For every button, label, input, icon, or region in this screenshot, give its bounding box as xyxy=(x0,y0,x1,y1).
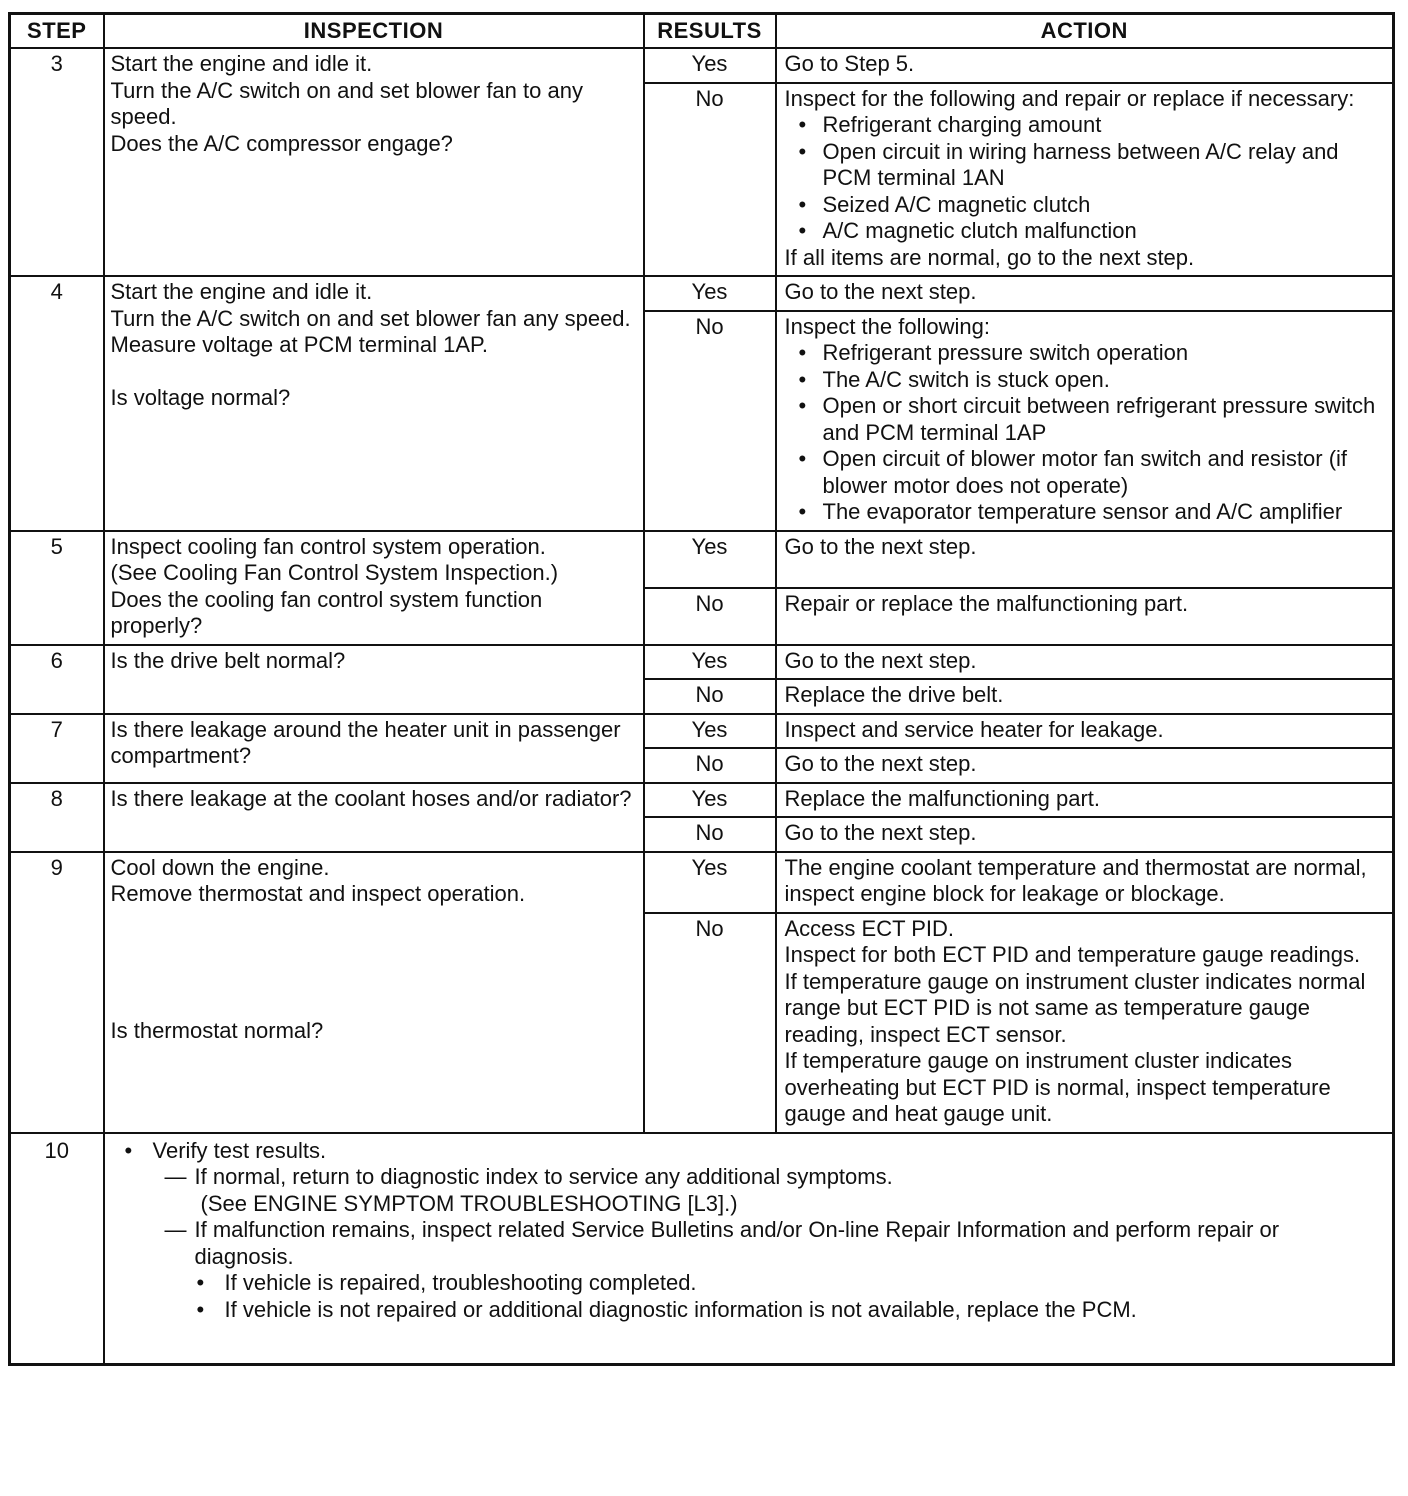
header-row xyxy=(10,14,1394,49)
step-number: 4 xyxy=(10,276,104,531)
result-yes: Yes xyxy=(644,276,776,311)
step-number: 3 xyxy=(10,48,104,276)
action-yes: Go to the next step. xyxy=(776,276,1394,311)
list-item: • Seized A/C magnetic clutch xyxy=(797,192,1385,219)
inspection-line: Measure voltage at PCM terminal 1AP. xyxy=(110,332,488,357)
header-results: RESULTS xyxy=(644,14,776,49)
action-intro: Inspect the following: xyxy=(784,313,990,339)
action-yes: Inspect and service heater for leakage. xyxy=(776,714,1394,749)
action-no: Go to the next step. xyxy=(776,748,1394,783)
list-item: • The evaporator temperature sensor and A/C amplifier xyxy=(797,499,1385,526)
troubleshooting-document xyxy=(8,12,1392,1366)
action-yes: Go to the next step. xyxy=(776,645,1394,680)
inspection-line: Is there leakage at the coolant hoses and/or radiator? xyxy=(110,785,632,811)
result-yes: Yes xyxy=(644,714,776,749)
final-dash-item xyxy=(117,1217,1383,1270)
table-row xyxy=(10,531,1394,588)
table-row xyxy=(10,1133,1394,1365)
table-row xyxy=(10,48,1394,83)
list-item: • The A/C switch is stuck open. xyxy=(797,367,1385,394)
list-item: • Open circuit in wiring harness between A/C relay and PCM terminal 1AN xyxy=(797,139,1385,192)
inspection-line: Is the drive belt normal? xyxy=(110,647,346,673)
action-intro: Inspect for the following and repair or replace if necessary: xyxy=(784,85,1355,111)
spacer xyxy=(111,359,637,385)
inspection-line: Start the engine and idle it. xyxy=(110,51,373,76)
action-no: Replace the drive belt. xyxy=(776,679,1394,714)
list-item: • Refrigerant charging amount xyxy=(797,112,1385,139)
action-bullet-list xyxy=(785,340,1385,526)
dash-mark: — xyxy=(164,1164,187,1189)
action-line: Access ECT PID. xyxy=(784,915,955,941)
action-outro: If all items are normal, go to the next step. xyxy=(784,244,1195,270)
result-yes: Yes xyxy=(644,48,776,83)
final-dash-text: If normal, return to diagnostic index to service any additional symptoms. xyxy=(194,1164,893,1189)
action-yes: Replace the malfunctioning part. xyxy=(776,783,1394,818)
inspection-line: Remove thermostat and inspect operation. xyxy=(110,881,526,906)
list-item: • Open circuit of blower motor fan switch and resistor (if blower motor does not operate) xyxy=(797,446,1385,499)
inspection-line: Does the cooling fan control system function properly? xyxy=(110,586,543,638)
final-bullet: • Verify test results. xyxy=(117,1138,1383,1165)
action-yes: The engine coolant temperature and thermostat are normal, inspect engine block for leakage or blockage. xyxy=(776,852,1394,913)
action-line: If temperature gauge on instrument cluster indicates normal range but ECT PID is not same as temperature gauge reading, inspect ECT sensor. xyxy=(784,968,1366,1047)
inspection-line: Is there leakage around the heater unit in passenger compartment? xyxy=(110,716,621,768)
header-action: ACTION xyxy=(776,14,1394,49)
header-step: STEP xyxy=(10,14,104,49)
inspection-line: Turn the A/C switch on and set blower fan to any speed. xyxy=(110,77,583,129)
final-step-cell xyxy=(104,1133,1394,1365)
step-number: 6 xyxy=(10,645,104,714)
step-number: 7 xyxy=(10,714,104,783)
action-no xyxy=(776,913,1394,1133)
inspection-cell xyxy=(104,783,644,852)
list-item: • Open or short circuit between refrigerant pressure switch and PCM terminal 1AP xyxy=(797,393,1385,446)
inspection-line: Start the engine and idle it. xyxy=(110,279,373,304)
final-sub-bullet: • If vehicle is repaired, troubleshooting completed. xyxy=(117,1270,1383,1297)
table-row xyxy=(10,276,1394,311)
action-no: Repair or replace the malfunctioning part. xyxy=(776,588,1394,645)
result-no: No xyxy=(644,311,776,531)
action-no xyxy=(776,311,1394,531)
inspection-line: (See Cooling Fan Control System Inspection.) xyxy=(110,560,559,585)
result-no: No xyxy=(644,83,776,277)
result-no: No xyxy=(644,913,776,1133)
action-no xyxy=(776,83,1394,277)
result-no: No xyxy=(644,748,776,783)
inspection-line: Is voltage normal? xyxy=(110,384,291,410)
result-no: No xyxy=(644,679,776,714)
inspection-cell xyxy=(104,852,644,1133)
inspection-line: Is thermostat normal? xyxy=(110,1017,324,1043)
action-line: If temperature gauge on instrument cluster indicates overheating but ECT PID is normal, inspect temperature gauge and heat gauge unit. xyxy=(784,1048,1331,1126)
final-dash-text: If malfunction remains, inspect related Service Bulletins and/or On-line Repair Information and perform repair or diagnosis. xyxy=(194,1217,1280,1269)
result-no: No xyxy=(644,817,776,852)
header-inspection: INSPECTION xyxy=(104,14,644,49)
inspection-line: Does the A/C compressor engage? xyxy=(110,130,453,156)
result-yes: Yes xyxy=(644,531,776,588)
result-no: No xyxy=(644,588,776,645)
step-number: 5 xyxy=(10,531,104,645)
result-yes: Yes xyxy=(644,783,776,818)
troubleshooting-table xyxy=(8,12,1395,1366)
action-no: Go to the next step. xyxy=(776,817,1394,852)
list-item: • A/C magnetic clutch malfunction xyxy=(797,218,1385,245)
inspection-line: Turn the A/C switch on and set blower fan any speed. xyxy=(110,305,631,331)
table-row xyxy=(10,852,1394,913)
step-number: 10 xyxy=(10,1133,104,1365)
table-row xyxy=(10,645,1394,680)
inspection-cell xyxy=(104,276,644,531)
inspection-line: Inspect cooling fan control system operation. xyxy=(110,533,546,559)
action-yes: Go to the next step. xyxy=(776,531,1394,588)
table-row xyxy=(10,714,1394,749)
dash-mark: — xyxy=(164,1217,187,1242)
inspection-line: Cool down the engine. xyxy=(110,854,330,880)
inspection-cell xyxy=(104,48,644,276)
inspection-cell xyxy=(104,714,644,783)
action-bullet-list xyxy=(785,112,1385,245)
inspection-cell xyxy=(104,531,644,645)
see-reference: (See ENGINE SYMPTOM TROUBLESHOOTING [L3].) xyxy=(200,1190,738,1216)
step-number: 8 xyxy=(10,783,104,852)
action-line: Inspect for both ECT PID and temperature gauge readings. xyxy=(784,942,1361,967)
step-number: 9 xyxy=(10,852,104,1133)
result-yes: Yes xyxy=(644,852,776,913)
final-dash-item xyxy=(117,1164,1383,1191)
final-sub-bullet: • If vehicle is not repaired or additional diagnostic information is not available, replace the PCM. xyxy=(117,1297,1383,1324)
table-row xyxy=(10,783,1394,818)
action-yes: Go to Step 5. xyxy=(776,48,1394,83)
spacer xyxy=(111,908,637,1018)
inspection-cell xyxy=(104,645,644,714)
list-item: • Refrigerant pressure switch operation xyxy=(797,340,1385,367)
result-yes: Yes xyxy=(644,645,776,680)
